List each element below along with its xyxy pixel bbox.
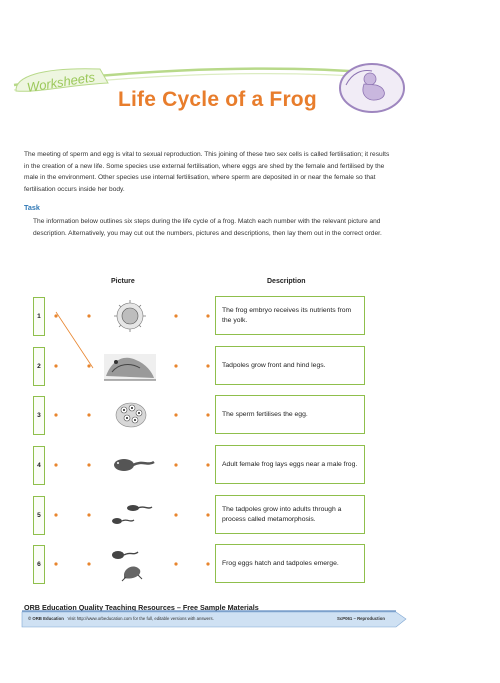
footer-left-text (28, 616, 214, 621)
worksheets-badge: Worksheets (25, 69, 96, 95)
description-text: Tadpoles grow front and hind legs. (222, 361, 326, 369)
number-box-6: 6 (33, 545, 45, 584)
intro-paragraph: The meeting of sperm and egg is vital to sexual reproduction. This joining of these two sex cells is called fertilisation; it results in the creation of a new life. Some species use external fertilisation, where eggs are shed by the female and fertilised by the male in the environment. Other species use internal fertilisation, where sperm are deposited in or near the female so that fertilisation occurs inside her body. (24, 151, 390, 193)
task-heading: Task (24, 203, 40, 212)
footer-visit-text: Visit http://www.orbeducation.com for the full, editable versions with answers. (67, 616, 214, 621)
number-box-1: 1 (33, 297, 45, 336)
description-text: Frog eggs hatch and tadpoles emerge. (222, 559, 339, 567)
column-header-picture: Picture (111, 278, 135, 285)
footer-code: ScP061 – Reproduction (337, 616, 385, 621)
number-box-4: 4 (33, 446, 45, 485)
page-title: Life Cycle of a Frog (118, 88, 317, 111)
number-box-2: 2 (33, 347, 45, 386)
footer-title: ORB Education Quality Teaching Resources – Free Sample Materials (24, 603, 259, 612)
description-text: Adult female frog lays eggs near a male frog. (222, 460, 358, 468)
number-box-5: 5 (33, 496, 45, 535)
description-text: The frog embryo receives its nutrients from the yolk. (222, 306, 352, 324)
footer-copyright: © ORB Education (28, 616, 64, 621)
number-box-3: 3 (33, 396, 45, 435)
column-header-description: Description (267, 278, 306, 285)
task-instructions: The information below outlines six steps during the life cycle of a frog. Match each number with the relevant picture and description. Alternatively, you may cut out the numbers, pictures and descriptions, then lay them out in the correct order. (33, 218, 382, 237)
description-text: The tadpoles grow into adults through a process called metamorphosis. (222, 505, 342, 523)
description-text: The sperm fertilises the egg. (222, 410, 308, 418)
